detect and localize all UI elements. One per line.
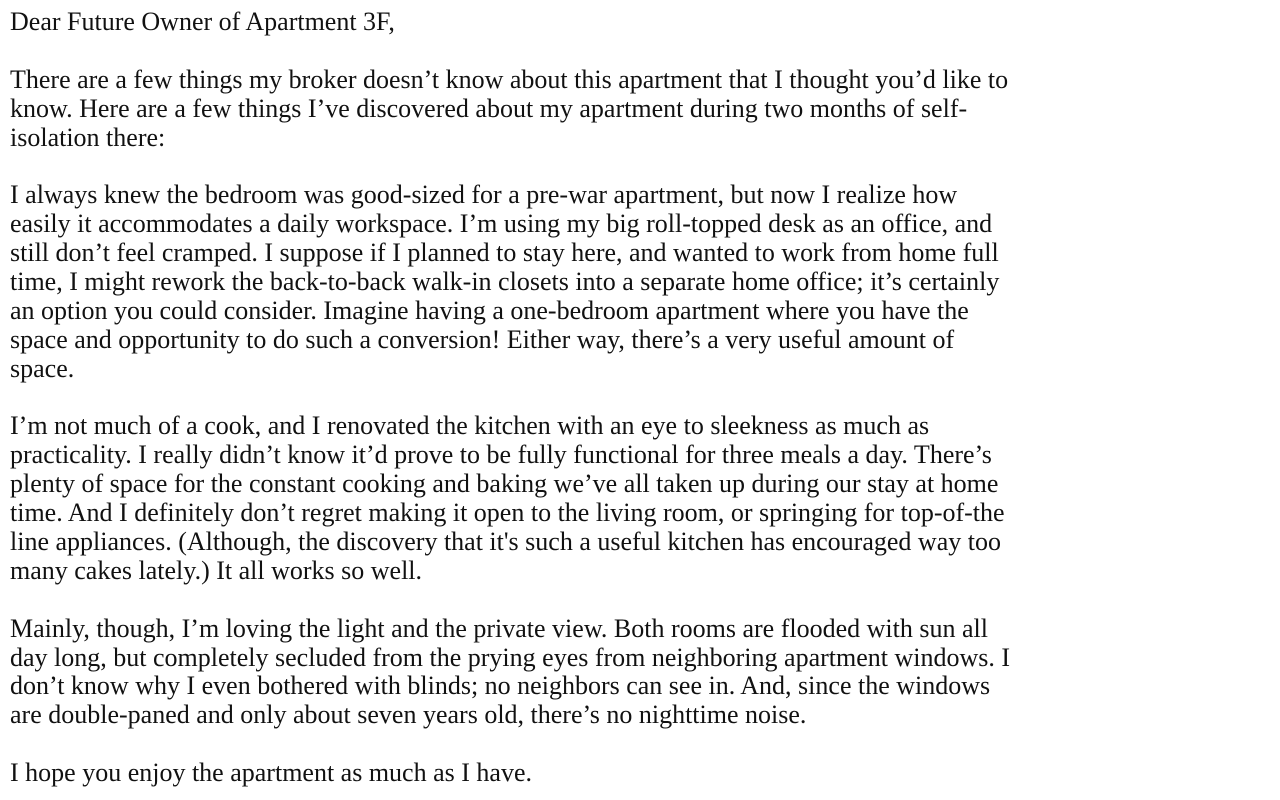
text-line: don’t know why I even bothered with blinds; no neighbors can see in. And, since the windows [10,671,991,701]
text-line: many cakes lately.) It all works so well. [10,555,423,585]
salutation [10,8,1280,37]
text-line: space. [10,353,75,383]
text-line: time, I might rework the back-to-back walk-in closets into a separate home office; it’s certainly [10,267,1000,297]
text-line: practicality. I really didn’t know it’d prove to be fully functional for three meals a day. There’s [10,440,992,470]
text-line: easily it accommodates a daily workspace. I’m using my big roll-topped desk as an office, and [10,209,993,239]
paragraph-intro [10,66,1280,153]
text-line: I always knew the bedroom was good-sized for a pre-war apartment, but now I realize how [10,180,958,210]
text-line: Mainly, though, I’m loving the light and the private view. Both rooms are flooded with sun all [10,613,988,643]
text-line: There are a few things my broker doesn’t know about this apartment that I thought you’d like to [10,64,1009,94]
text-line: an option you could consider. Imagine having a one-bedroom apartment where you have the [10,295,969,325]
paragraph-kitchen [10,412,1280,585]
text-line: still don’t feel cramped. I suppose if I planned to stay here, and wanted to work from home full [10,238,999,268]
paragraph-closing [10,759,1280,788]
text-line: I’m not much of a cook, and I renovated the kitchen with an eye to sleekness as much as [10,411,930,441]
text-line: space and opportunity to do such a conversion! Either way, there’s a very useful amount of [10,324,955,354]
text-line: plenty of space for the constant cooking and baking we’ve all taken up during our stay at home [10,469,999,499]
paragraph-light-view [10,615,1280,731]
text-line: Dear Future Owner of Apartment 3F, [10,7,395,36]
text-line: line appliances. (Although, the discovery that it's such a useful kitchen has encouraged way too [10,527,1001,557]
text-line: know. Here are a few things I’ve discovered about my apartment during two months of self- [10,93,968,123]
text-line: day long, but completely secluded from the prying eyes from neighboring apartment windows. I [10,642,1011,672]
text-line: isolation there: [10,122,166,152]
paragraph-bedroom [10,181,1280,383]
text-line: time. And I definitely don’t regret making it open to the living room, or springing for top-of-the [10,498,1005,528]
text-line: are double-paned and only about seven years old, there’s no nighttime noise. [10,700,807,730]
text-line: I hope you enjoy the apartment as much as I have. [10,758,532,788]
